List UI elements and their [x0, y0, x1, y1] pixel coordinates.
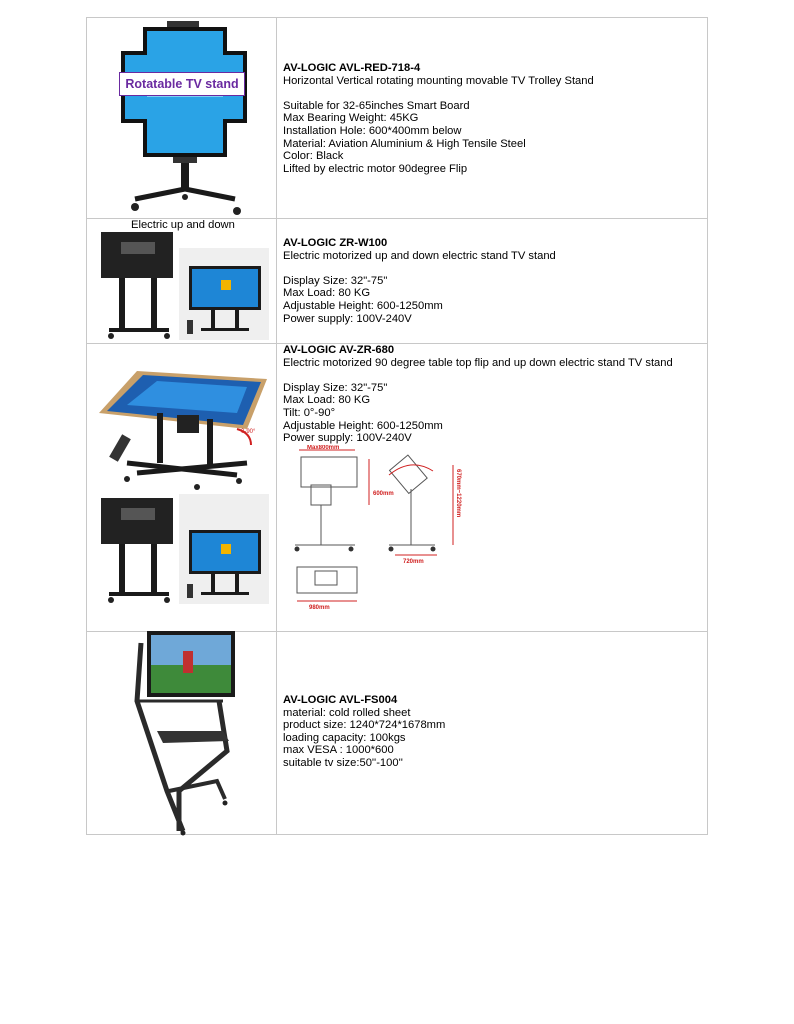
flip-table-image: [97, 363, 275, 493]
column-divider: [276, 18, 277, 834]
spec-line: material: cold rolled sheet: [283, 706, 411, 719]
dim-height: 600mm: [373, 491, 394, 497]
spec-line: Installation Hole: 600*400mm below: [283, 124, 462, 137]
product-name: AV-LOGIC AVL-RED-718-4: [283, 62, 421, 74]
product-name: AV-LOGIC ZR-W100: [283, 237, 388, 249]
image-caption: Electric up and down: [131, 219, 235, 231]
product-table: [86, 17, 708, 835]
spec-line: Display Size: 32"-75": [283, 274, 388, 287]
electric-stand-image-2: [101, 494, 271, 604]
product-subtitle: Electric motorized 90 degree table top flip and up down electric stand TV stand: [283, 356, 673, 369]
dim-base: 980mm: [309, 605, 330, 611]
tilt-label: 0-90°: [241, 429, 256, 435]
spec-line: Suitable for 32-65inches Smart Board: [283, 99, 470, 112]
spec-line: Power supply: 100V-240V: [283, 312, 412, 325]
dim-max-width: Max800mm: [307, 445, 340, 451]
electric-stand-image: [101, 232, 271, 340]
spec-line: loading capacity: 100kgs: [283, 731, 406, 744]
spec-line: Adjustable Height: 600-1250mm: [283, 419, 443, 432]
spec-line: Max Bearing Weight: 45KG: [283, 112, 419, 125]
dim-range: 670mm~1220mm: [455, 469, 461, 518]
spec-line: Display Size: 32"-75": [283, 381, 388, 394]
product-info-3: [283, 344, 703, 445]
spec-line: Tilt: 0°-90°: [283, 406, 336, 419]
spec-line: Lifted by electric motor 90degree Flip: [283, 162, 468, 175]
spec-line: max VESA : 1000*600: [283, 744, 394, 757]
product-subtitle: Horizontal Vertical rotating mounting movable TV Trolley Stand: [283, 74, 594, 87]
floor-stand-image: [127, 631, 237, 836]
product-info-4: [283, 694, 703, 770]
spec-line: Power supply: 100V-240V: [283, 432, 412, 445]
spec-line: Max Load: 80 KG: [283, 394, 371, 407]
product-name: AV-LOGIC AV-ZR-680: [283, 344, 395, 356]
spec-line: Adjustable Height: 600-1250mm: [283, 299, 443, 312]
dim-depth: 720mm: [403, 559, 424, 565]
spec-line: product size: 1240*724*1678mm: [283, 719, 446, 732]
dimension-diagram: [285, 445, 467, 627]
spec-line: Max Load: 80 KG: [283, 287, 371, 300]
product-info-1: [283, 62, 703, 175]
product-info-2: [283, 237, 703, 325]
rotatable-stand-image: [117, 21, 252, 216]
spec-line: suitable tv size:50''-100'': [283, 756, 403, 769]
product-subtitle: Electric motorized up and down electric stand TV stand: [283, 249, 556, 262]
product-name: AV-LOGIC AVL-FS004: [283, 694, 398, 706]
spec-line: Color: Black: [283, 150, 344, 163]
rotatable-label: Rotatable TV stand: [119, 72, 245, 96]
spec-line: Material: Aviation Aluminium & High Tensile Steel: [283, 137, 526, 150]
